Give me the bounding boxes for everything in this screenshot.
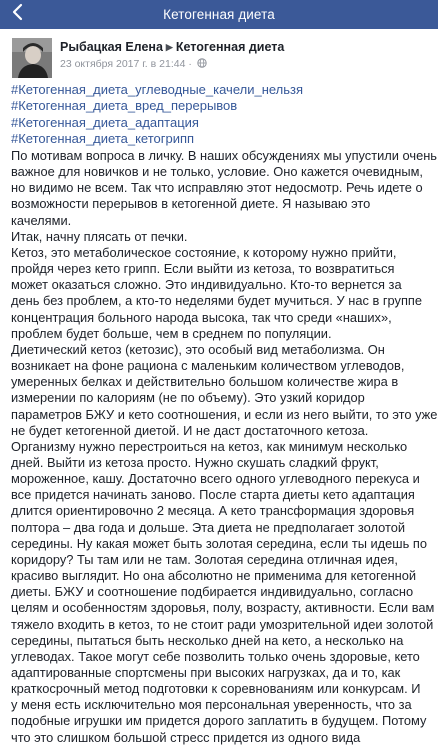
hashtag-link[interactable]: #Кетогенная_диета_кетогрипп	[11, 131, 195, 147]
hashtag-link[interactable]: #Кетогенная_диета_вред_перерывов	[11, 98, 238, 114]
post-body-text	[11, 148, 438, 746]
post-text-line: дней. Выйти из кетоза просто. Нужно скушать сладкий фрукт,	[11, 454, 379, 470]
post-text-line: По мотивам вопроса в личку. В наших обсуждениях мы упустили очень	[11, 148, 438, 163]
post-text-line: важное для новичков и не только, условие. Оно кажется очевидным,	[11, 164, 423, 180]
triangle-right-icon: ▶	[165, 42, 173, 52]
post-text-line: мороженное, кашу. Достаточно всего одного углеводного перекуса и	[11, 471, 420, 487]
avatar[interactable]	[12, 38, 52, 78]
post-text-line: Итак, начну плясать от печки.	[11, 228, 188, 244]
post-text-line: диеты. БЖУ и соотношение подбирается индивидуально, согласно	[11, 584, 414, 600]
post-text-line: подобные игрушки им придется дорого заплатить в будущем. Потому	[11, 713, 427, 729]
back-button[interactable]	[4, 0, 30, 29]
post-text-line: целям и особенностям здоровья, полу, возрасту, активности. Если вам	[11, 600, 435, 616]
post-header	[12, 38, 432, 78]
post-text-line: измерении по калориям (не по объему). Это узкий коридор	[11, 390, 365, 406]
back-arrow-icon	[11, 4, 23, 25]
post-text-line: умеренных белках и действительно большом количестве жира в	[11, 374, 399, 390]
post-text-line: красиво выглядит. Но она абсолютно не применима для кетогенной	[11, 568, 417, 584]
page-title: Кетогенная диета	[163, 7, 275, 22]
post-text-line: параметров БЖУ и кето соотношения, и если из него выйти, то это уже	[11, 406, 438, 422]
post-text-line: у меня есть исключительно моя персональная уверенность, что за	[11, 697, 412, 713]
post-text-line: концентрация больного народа высока, так что среди «наших»,	[11, 309, 392, 325]
post-text-line: адаптированные спортсмены при высоких нагрузках, да и то, как	[11, 665, 401, 680]
post-text-line: проблем будет больше, чем в среднем по популяции.	[11, 325, 332, 341]
post-text-line: углеводах. Такое могут себе позволить только очень здоровые, кето	[11, 648, 420, 664]
post-text-line: качелями.	[11, 212, 72, 228]
post-text-line: Диетический кетоз (кетозис), это особый вид метаболизма. Он	[11, 341, 385, 357]
post-text-line: не будет кетогенной диетой. И не даст достаточного кетоза.	[11, 422, 369, 438]
post-text-line: что это слишком большой стресс придется из одного вида	[11, 729, 361, 745]
post-text-line: середины, пытаться быть несколько дней на кето, а несколько на	[11, 632, 404, 648]
post-text-line: возможности перерывов в кетогенной диете. Я называю это	[11, 196, 371, 212]
author-name[interactable]: Рыбацкая Елена	[60, 40, 163, 54]
post-text-line: тяжело входить в кетоз, то не стоит ради умозрительной идеи золотой	[11, 616, 434, 632]
group-name[interactable]: Кетогенная диета	[175, 40, 285, 54]
post-text-line: полтора – два года и дольше. Эта диета не предполагает золотой	[11, 519, 406, 535]
globe-icon	[197, 58, 207, 71]
post-text-line: середины. Ну какая может быть золотая середина, если ты идешь по	[11, 535, 427, 551]
hashtag-link[interactable]: #Кетогенная_диета_адаптация	[11, 114, 199, 130]
post-text-line: все придется начинать заново. После старта диеты кето адаптация	[11, 487, 415, 503]
hashtag-link[interactable]: #Кетогенная_диета_углеводные_качели_нельзя	[11, 82, 304, 97]
post-text-line: может оказаться сложно. Это индивидуально. Кто-то вернется за	[11, 277, 402, 293]
post-text-line: краткосрочный метод подготовки к соревнованиям или конкурсам. И	[11, 681, 421, 697]
hashtag-list	[11, 82, 431, 148]
author-line	[60, 40, 284, 54]
post-text-line: день без проблем, а кто-то неделями будет мучиться. У нас в группе	[11, 293, 422, 309]
post-text-line: длится ориентировочно 2 месяца. А кето трансформация здоровья	[11, 503, 415, 519]
post-text-line: возникает на фоне рациона с маленьким количеством углеводов,	[11, 358, 405, 374]
post-text-line: Организму нужно перестроиться на кетоз, как минимум несколько	[11, 438, 408, 454]
post-text-line: Кетоз, это метаболическое состояние, к которому нужно прийти,	[11, 244, 397, 260]
post-timestamp[interactable]	[60, 58, 207, 71]
timestamp-text: 23 октября 2017 г. в 21:44 ·	[60, 58, 192, 70]
post-text-line: но видимо не всем. Так что исправляю этот недосмотр. Речь идете о	[11, 180, 423, 196]
post-text-line: пройдя через кето грипп. Если выйти из кетоза, то возвратиться	[11, 261, 395, 277]
post-text-line: коридору? Ты там или не там. Золотая середина отличная идея,	[11, 551, 398, 567]
top-app-bar	[0, 0, 438, 29]
